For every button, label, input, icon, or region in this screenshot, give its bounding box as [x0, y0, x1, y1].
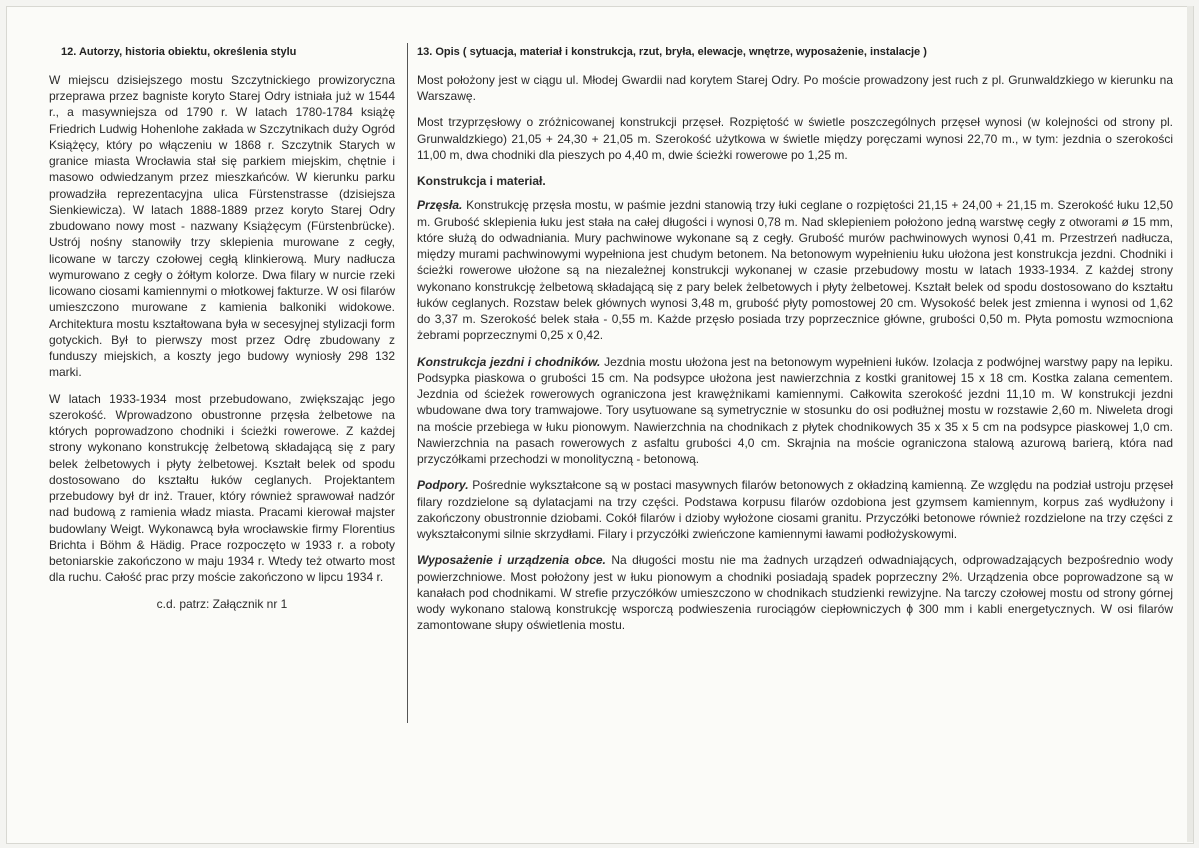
- appendix-reference: c.d. patrz: Załącznik nr 1: [156, 596, 288, 611]
- section-12-column: [49, 45, 395, 612]
- paragraph-wyposazenie: [417, 552, 1173, 633]
- paragraph-podpory: [417, 477, 1173, 542]
- construction-material-heading: Konstrukcja i materiał.: [417, 174, 546, 189]
- section-13-heading: 13. Opis ( sytuacja, materiał i konstrukcja, rzut, bryła, elewacje, wnętrze, wyposażenie, instalacje ): [417, 46, 927, 58]
- section-13-paragraph-location: Most położony jest w ciągu ul. Młodej Gwardii nad korytem Starej Odry. Po moście prowadzony jest ruch z pl. Grunwaldzkiego w kierunku na Warszawę.: [417, 72, 1173, 104]
- section-12-paragraph-history: W miejscu dzisiejszego mostu Szczytnickiego prowizoryczna przeprawa przez bagniste koryto Starej Odry istniała już w 1544 r., a masywniejsza od 1790 r. W latach 1780-1784 książę Friedrich Ludwig Hohenlohe zakłada w Szczytnikach duży Ogród Książęcy, który po włączeniu w 1868 r. Szczytnik Starych w granice miasta Wrocławia stał się parkiem miejskim, chętnie i masowo odwiedzanym przez mieszkańców. W kierunku parku prowadziła reprezentacyjna ulica Fürstenstrasse (dzisiejsza Sienkiewicza). W latach 1888-1889 przez koryto Starej Odry zbudowano nowy most - nazwany Książęcym (Fürstenbrücke). Ustrój nośny stanowiły trzy sklepienia murowane z cegły, licowane w tarczy czołowej cegłą klinkierową. Mury nadłucza wymurowano z cegły o żółtym kolorze. Dwa filary w nurcie rzeki licowano ciosami kamiennymi o młotkowej fakturze. W osi filarów umieszczono murowane z kamienia balkoniki widokowe. Architektura mostu kształtowana była w secesyjnej stylizacji form gotyckich. Był to pierwszy most przez Odrę zbudowany z funduszy miejskich, a koszty jego budowy wyniosły 298 132 marki.: [49, 72, 395, 380]
- section-13-column: [417, 45, 1173, 644]
- column-divider: [407, 43, 408, 723]
- jezdnia-text: Jezdnia mostu ułożona jest na betonowym wypełnieni łuków. Izolacja z podwójnej warstwy papy na lepiku. Podsypka piaskowa o grubości 15 cm. Na podsypce ułożona jest nawierzchnia z kostki granitowej 15 x 18 cm. Kostka zalana cementem. Jezdnia od ścieżek rowerowych ograniczona jest krawężnikami kamiennymi. Całkowita szerokość jezdni 11,10 m. W konstrukcji jezdni wbudowane dwa tory tramwajowe. Tory usytuowane są symetrycznie w stosunku do osi podłużnej mostu w rozstawie 2,60 m. Niweleta drogi na moście przebiega w łuku pionowym. Nawierzchnia na chodnikach z płytek chodnikowych 35 x 35 x 5 cm na podsypce piaskowej 1,0 cm. Nawierzchnia na pasach rowerowych z asfaltu grubości 4,0 cm. Skrajnia na moście ograniczona stalową azurową barierą, która nad przyczółkami przechodzi w monolityczną - betonową.: [417, 354, 1173, 467]
- wyposazenie-label: Wyposażenie i urządzenia obce.: [417, 553, 606, 568]
- podpory-text: Pośrednie wykształcone są w postaci masywnych filarów betonowych z okładziną kamienną. Ze względu na podział ustroju przęseł filary rozdzielone są dylatacjami na trzy części. Podstawa korpusu filarów ozdobiona jest gzymsem kamiennym, korpus zaś wydłużony i zakończony obustronnie dziobami. Cokół filarów i dzioby wyłożone ciosami granitu. Przyczółki betonowe również rozdzielone na trzy części z wykształconymi silnie skrzydłami. Filary i przyczółki zwieńczone kamiennymi ławami podłożyskowymi.: [417, 478, 1173, 542]
- document-sheet: [6, 6, 1194, 844]
- section-12-heading: 12. Autorzy, historia obiektu, określenia stylu: [61, 46, 297, 58]
- jezdnia-label: Konstrukcja jezdni i chodników.: [417, 354, 601, 369]
- paragraph-przesla: [417, 197, 1173, 343]
- section-12-paragraph-rebuild: W latach 1933-1934 most przebudowano, zwiększając jego szerokość. Wprowadzono obustronne przęsła żelbetowe na których poprowadzono chodniki i ścieżki rowerowe. Z każdej strony wykonano konstrukcję żelbetową składającą się z pary belek żelbetowych i płyty żelbetowej. Kształt belek od spodu dostosowano do kształtu łuków ceglanych. Projektantem przebudowy był dr inż. Trauer, który również sprawował nadzór nad budową z ramienia władz miasta. Pracami kierował majster budowlany Weigt. Wykonawcą była wrocławskie firmy Florentius Brichta i Böhm & Hädig. Prace rozpoczęto w 1933 r. a roboty betoniarskie zakończono w maju 1934 r. Wtedy też otwarto most dla ruchu. Całość prac przy moście zakończono w lipcu 1934 r.: [49, 391, 395, 585]
- scan-edge: [1187, 6, 1193, 842]
- przesla-text: Konstrukcję przęsła mostu, w paśmie jezdni stanowią trzy łuki ceglane o rozpiętości 21,15 + 24,00 + 21,15 m. Szerokość łuku 12,50 m. Grubość sklepienia łuku jest stała na całej długości i wynosi 0,78 m. Nad sklepieniem położono jedną warstwę cegły z otworami ø 15 mm, które służą do odwadniania. Mury pachwinowe wykonane są z cegły. Grubość murów pachwinowych wynosi 0,41 m. Przestrzeń nadłucza, między murami pachwinowymi wypełniona jest chudym betonem. Na betonowym wypełnieniu łuku ułożona jest konstrukcja jezdni. Chodniki i ścieżki rowerowe ułożone są na niezależnej konstrukcji wykonanej w czasie przebudowy mostu w latach 1933-1934. Z każdej strony wykonano konstrukcję żelbetową składającą się z pary belek żelbetowych i płyty żelbetowej. Kształt belek od spodu dostosowano do kształtu łuków ceglanych. Rozstaw belek głównych wynosi 3,48 m, grubość płyty pomostowej 20 cm. Wysokość belek jest zmienna i wynosi od 1,62 do 3,37 m. Szerokość belek stała - 0,55 m. Każde przęsło posiada trzy poprzecznice główne, grubości 0,50 m. Płyta pomostu wzmocniona żebrami poprzecznymi 0,25 x 0,42.: [417, 198, 1173, 343]
- paragraph-jezdnia: [417, 354, 1173, 468]
- podpory-label: Podpory.: [417, 478, 469, 493]
- przesla-label: Przęsła.: [417, 198, 463, 213]
- section-13-paragraph-spans: Most trzyprzęsłowy o zróżnicowanej konstrukcji przęseł. Rozpiętość w świetle poszczególnych przęseł wynosi (w kolejności od strony pl. Grunwaldzkiego) 21,05 + 24,30 + 21,05 m. Szerokość użytkowa w świetle między poręczami wynosi 22,70 m., w tym: jezdnia o szerokości 11,00 m, dwa chodniki dla pieszych po 4,40 m, dwie ścieżki rowerowe po 1,25 m.: [417, 115, 1173, 162]
- wyposazenie-text: Na długości mostu nie ma żadnych urządzeń odwadniających, odprowadzających bezpośrednio wody powierzchniowe. Most położony jest w łuku pionowym a chodniki posiadają spadek poprzeczny 2%. Urządzenia obce poprowadzone są w kanałach pod chodnikami. W strefie przyczółków umieszczono w chodnikach studzienki rewizyjne. Na tarczy czołowej mostu od strony górnej wody wykonano stalową konstrukcję wsporczą podwieszenia rurociągów ciepłowniczych ϕ 300 mm i kabli energetycznych. W osi filarów zamontowane słupy oświetlenia mostu.: [417, 553, 1173, 633]
